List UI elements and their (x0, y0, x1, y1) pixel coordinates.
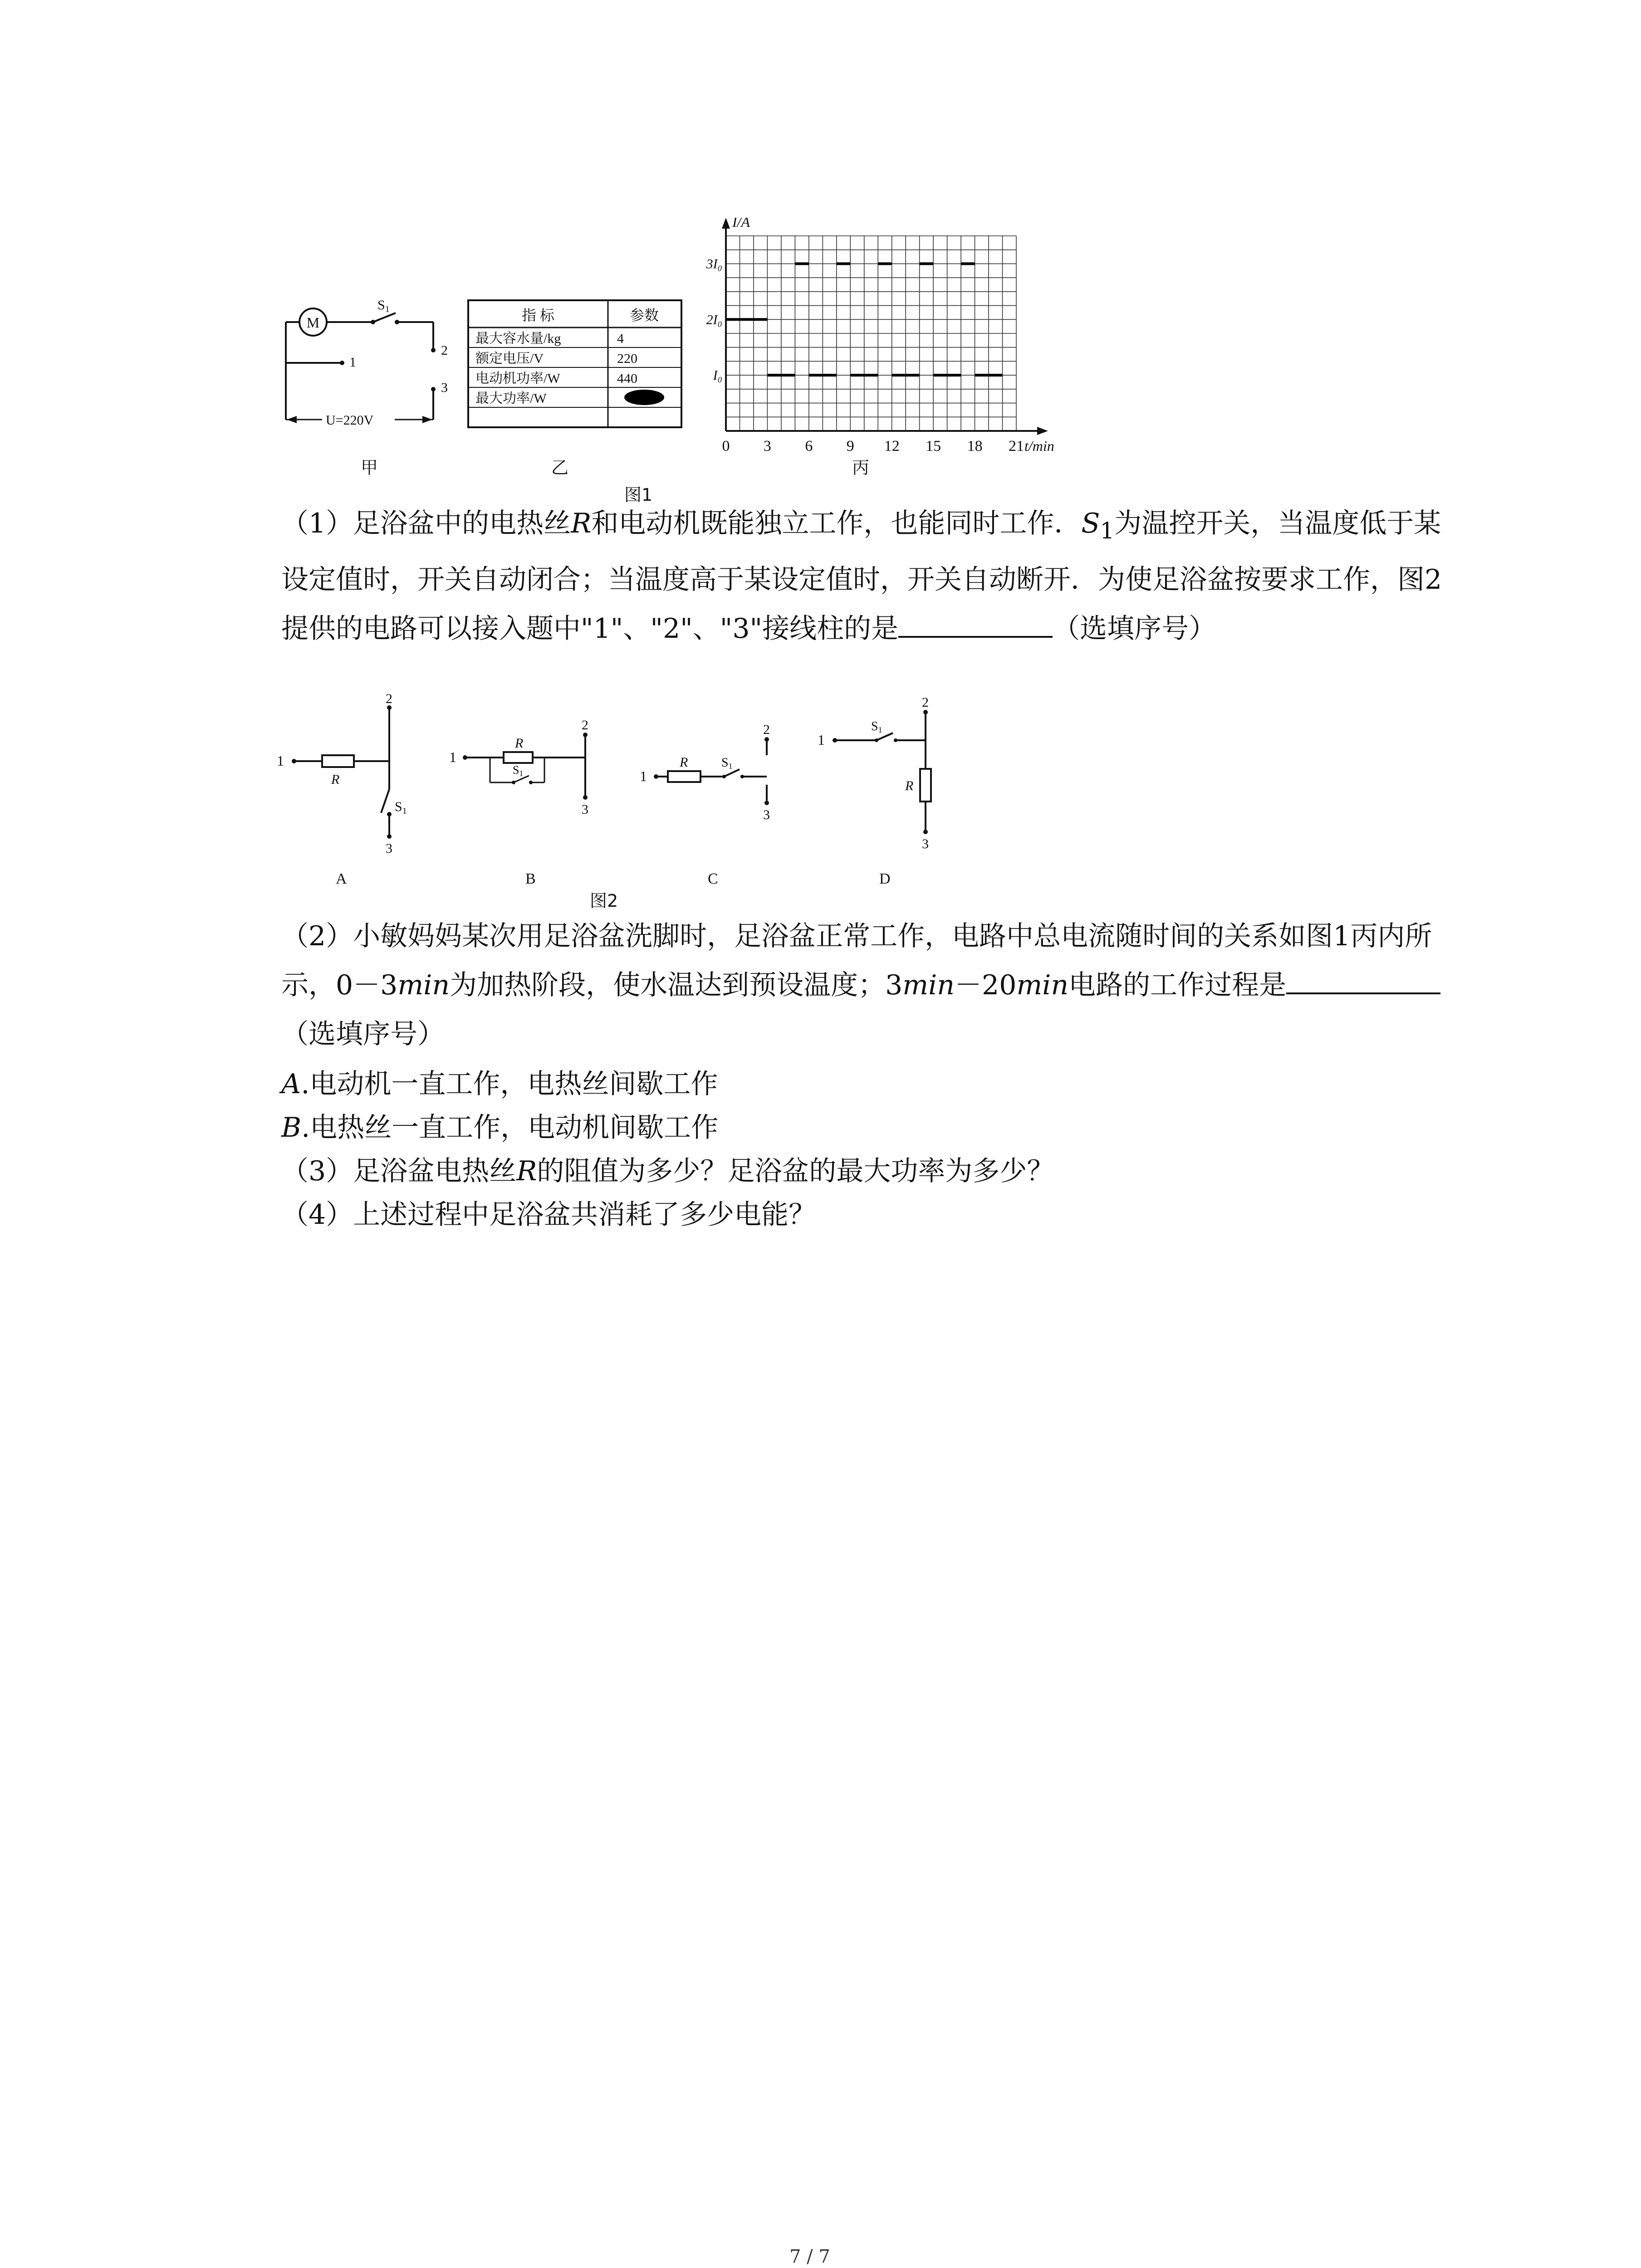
x-tick-label: 3 (763, 438, 771, 454)
option-c-circuit (640, 722, 770, 887)
y-tick-label: 3I₀ (706, 256, 722, 272)
terminal-3-label: 3 (763, 807, 770, 822)
terminal-2-label: 2 (922, 695, 929, 710)
y-axis-label: I/A (732, 218, 750, 230)
option-b-label: B (525, 870, 536, 887)
x-tick-label: 0 (722, 438, 730, 454)
y-tick-label: 2I₀ (706, 312, 722, 327)
figure2-options (272, 694, 953, 889)
terminal-1-label: 1 (349, 355, 356, 370)
resistor-symbol (920, 769, 931, 802)
x-axis-label: t/min (1024, 438, 1054, 454)
x-tick-label: 15 (926, 438, 941, 454)
terminal-2-label: 2 (386, 694, 392, 706)
table-row-label: 电动机功率/W (475, 371, 560, 386)
question-4: （4）上述过程中足浴盆共消耗了多少电能？ (281, 1199, 816, 1231)
answer-blank-2[interactable] (1286, 964, 1440, 994)
terminal-2-label: 2 (582, 718, 588, 733)
terminal-2-label: 2 (763, 722, 770, 737)
motor-label: M (306, 314, 320, 331)
table-row-value: 220 (617, 351, 637, 366)
option-c-label: C (708, 870, 718, 887)
hidden-value-blot (624, 390, 664, 405)
resistor-label: R (680, 755, 688, 770)
question-2-option-b: B.电热丝一直工作，电动机间歇工作 (281, 1112, 719, 1144)
table-row-label: 额定电压/V (475, 351, 544, 366)
resistor-symbol (668, 771, 700, 782)
terminal-2-label: 2 (441, 343, 448, 358)
x-tick-label: 12 (884, 438, 900, 454)
switch-s1-label: S1 (721, 756, 733, 771)
switch-s1-symbol (373, 313, 396, 322)
figure1-caption: 图1 (624, 485, 653, 505)
page-number: 7 / 7 (789, 2246, 830, 2267)
option-d-circuit (818, 695, 931, 887)
question-3: （3）足浴盆电热丝R的阻值为多少？足浴盆的最大功率为多少？ (281, 1155, 1054, 1187)
figure1-yi-table (467, 299, 685, 431)
terminal-1-label: 1 (818, 732, 825, 748)
chart-labels (706, 218, 1054, 454)
switch-s1-symbol (381, 789, 389, 813)
x-tick-label: 21 (1009, 438, 1024, 454)
table-header-indicator: 指 标 (521, 307, 555, 323)
terminal-3-label: 3 (441, 380, 448, 395)
figure1-yi-label: 乙 (551, 458, 569, 478)
terminal-3-label: 3 (582, 802, 588, 817)
question-1: （1）足浴盆中的电热丝R和电动机既能独立工作，也能同时工作．$S_1$为温控开关，当温度低于某设定值时，开关自动闭合；当温度高于某设定值时，开关自动断开．为使足浴盆按要求工作，图2提供的电路可以接入题中"1"、"2"、"3"接线柱的是 （选填序号） (281, 508, 1442, 645)
option-a-circuit (277, 694, 407, 887)
resistor-symbol (504, 752, 533, 763)
table-row-value: 4 (617, 331, 624, 346)
chart-axes (722, 218, 1048, 435)
answer-blank-1[interactable] (898, 608, 1053, 638)
figure2-caption: 图2 (590, 891, 618, 911)
resistor-label: R (331, 772, 340, 787)
switch-s1-label: S1 (513, 763, 524, 778)
terminal-1-label: 1 (640, 768, 647, 784)
terminal-3-label: 3 (922, 836, 929, 851)
voltage-label: U=220V (326, 413, 374, 428)
table-row-label: 最大功率/W (475, 391, 547, 406)
switch-s1-label: S1 (871, 719, 882, 734)
x-tick-label: 6 (805, 438, 813, 454)
chart-grid (726, 236, 1016, 431)
figure1-jia-label: 甲 (361, 458, 378, 478)
figure1-jia-circuit (277, 290, 467, 440)
question-2-option-a: A.电动机一直工作，电热丝间歇工作 (281, 1068, 718, 1100)
y-axis-arrow (722, 218, 730, 229)
terminal-3-label: 3 (386, 841, 392, 856)
figure1-bing-label: 丙 (852, 458, 870, 478)
switch-s1-label: $S_1$ (377, 298, 390, 314)
x-axis-arrow (1037, 427, 1048, 435)
table-row-value: 440 (617, 371, 637, 386)
question-2: （2）小敏妈妈某次用足浴盆洗脚时，足浴盆正常工作，电路中总电流随时间的关系如图1丙内所示，0－3min为加热阶段，使水温达到预设温度；3min－20min电路的工作过程是（选填序号） (281, 912, 1443, 1059)
x-tick-label: 9 (846, 438, 854, 454)
figure1-bing-chart (699, 218, 1062, 454)
terminal-1-label: 1 (449, 749, 456, 765)
switch-s1-label: $S_1$ (395, 799, 407, 816)
y-tick-label: I₀ (713, 368, 722, 383)
option-a-label: A (336, 870, 347, 887)
resistor-label: R (515, 736, 524, 751)
terminal-1-label: 1 (277, 753, 284, 769)
option-d-label: D (879, 870, 891, 887)
table-row-label: 最大容水量/kg (475, 331, 561, 346)
resistor-symbol (322, 755, 354, 767)
resistor-label: R (905, 778, 914, 793)
x-tick-label: 18 (967, 438, 983, 454)
table-header-value: 参数 (629, 307, 659, 323)
option-b-circuit (449, 718, 588, 887)
